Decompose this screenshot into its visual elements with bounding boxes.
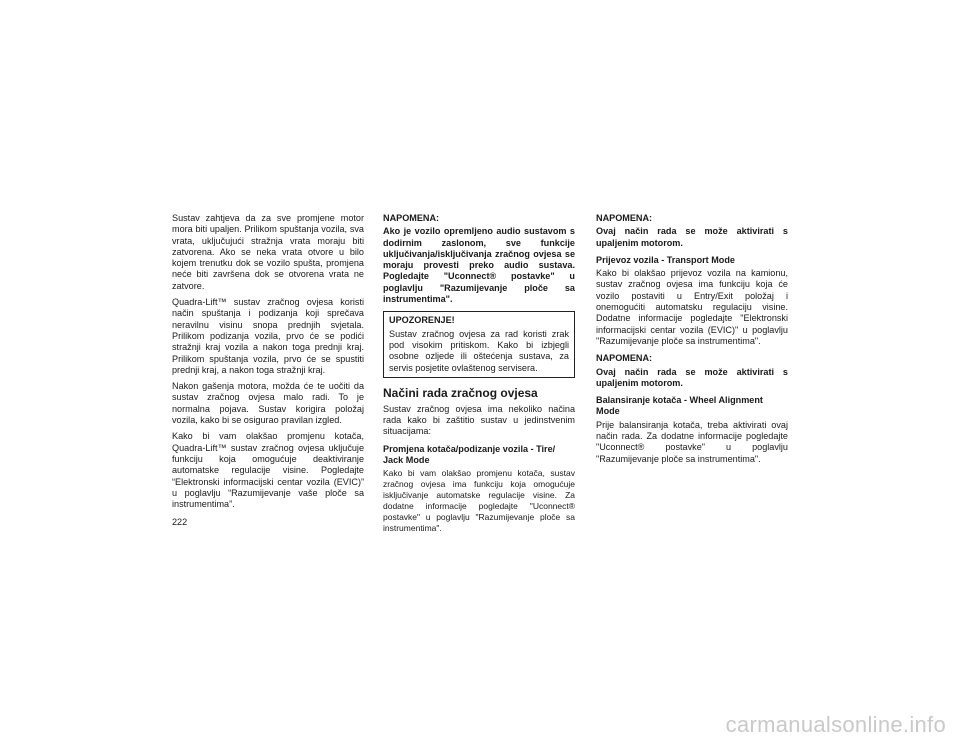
warning-title: UPOZORENJE! — [389, 315, 455, 326]
column-left — [172, 213, 364, 515]
note1-text: Ovaj način rada se može aktivirati s upaljenim motorom. — [596, 226, 788, 248]
paragraph-engine-requirement: Sustav zahtjeva da za sve promjene motor mora biti upaljen. Prilikom spuštanja vozila, sva vrata, uključujući stražnja vrata moraju biti zatvorena. Ako se neka vrata otvore u bilo kojem trenutku dok se vozilo spušta, promjena neće biti završena dok se otvorena vrata ne zatvore. — [172, 213, 364, 291]
tire-jack-text: Kako bi vam olakšao promjenu kotača, sustav zračnog ovjesa ima funkciju koja omogućuje isključivanje automatske regulacije visine. Za dodatne informacije pogledajte "Uconnect® postavke" u poglavlju "Razumijevanje ploče sa instrumentima". — [383, 468, 575, 534]
page-number: 222 — [172, 517, 188, 527]
warning-text: Sustav zračnog ovjesa za rad koristi zrak pod visokim pritiskom. Kako bi izbjegli osobne ozljede ili oštećenja sustava, za servis posjetite ovlaštenog servisera. — [389, 328, 569, 373]
paragraph-after-engine-off: Nakon gašenja motora, možda će te uočiti da sustav zračnog ovjesa malo radi. To je normalna pojava. Sustav korigira položaj vozila, kako bi se osigurao pravilan izgled. — [172, 381, 364, 426]
note1-label: NAPOMENA: — [596, 213, 653, 223]
section-intro: Sustav zračnog ovjesa ima nekoliko načina rada kako bi zaštitio sustav u jedinstvenim situacijama: — [383, 403, 575, 437]
paragraph-lowering-raising: Quadra-Lift™ sustav zračnog ovjesa koristi način spuštanja i podizanja koji sprečava neravilnu visinu snopa prednjih svjetala. Prilikom podizanja vozila, prvo će se podići stražnji kraj vozila a nakon toga prednji kraj. Prilikom spuštanja vozila, prvo će se spustiti prednji kraj, a nakon toga stražnji kraj. — [172, 297, 364, 375]
note2-text: Ovaj način rada se može aktivirati s upaljenim motorom. — [596, 366, 788, 388]
tire-jack-title: Promjena kotača/podizanje vozila - Tire/ Jack Mode — [383, 443, 556, 466]
watermark: carmanualsonline.info — [725, 712, 946, 737]
wheel-alignment-title: Balansiranje kotača - Wheel Alignment Mode — [596, 395, 763, 417]
transport-text: Kako bi olakšao prijevoz vozila na kamionu, sustav zračnog ovjesa ima funkciju koja će vozilo postaviti u Entry/Exit položaj i onemogućiti automatsku regulaciju visine. Dodatne informacije pogledajte "Elektronski informacijski centar vozila (EVIC)" u poglavlju "Razumijevanje ploče sa instrumentima". — [596, 268, 788, 346]
note-label: NAPOMENA: — [383, 213, 440, 223]
column-right — [596, 213, 788, 470]
column-middle — [383, 213, 575, 539]
note2-label: NAPOMENA: — [596, 353, 653, 364]
wheel-alignment-text: Prije balansiranja kotača, treba aktivirati ovaj način rada. Za dodatne informacije pogledajte "Uconnect® postavke" u poglavlju "Razumijevanje ploče sa instrumentima". — [596, 419, 788, 464]
section-title: Načini rada zračnog ovjesa — [383, 385, 538, 400]
paragraph-tire-change: Kako bi vam olakšao promjenu kotača, Quadra-Lift™ sustav zračnog ovjesa uključuje funkciju koja omogućuje deaktiviranje automatske regulacije visine. Pogledajte “Elektronski informacijski centar vozila (EVIC)” u poglavlju “Razumijevanje vaše ploče sa instrumentima”. — [172, 431, 364, 510]
note-text: Ako je vozilo opremljeno audio sustavom s dodirnim zaslonom, sve funkcije uključivanja/isključivanja zračnog ovjesa se moraju provesti preko audio sustava. Pogledajte "Uconnect® postavke" u poglavlju "Razumijevanje ploče sa instrumentima". — [383, 226, 575, 305]
transport-title: Prijevoz vozila - Transport Mode — [596, 254, 735, 265]
warning-box — [383, 311, 575, 377]
